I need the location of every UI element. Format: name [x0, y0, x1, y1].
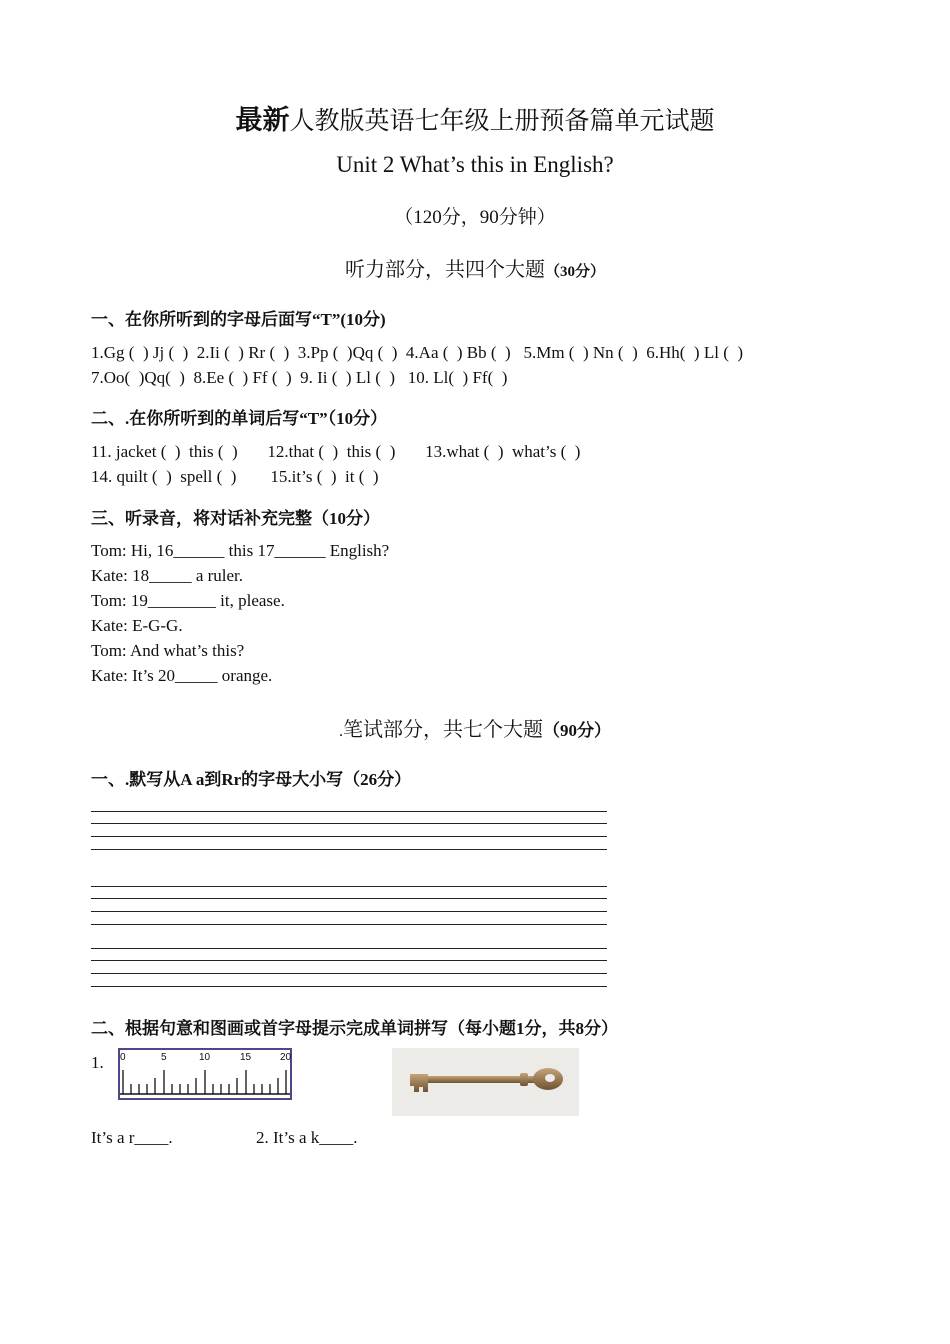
key-drawing: [392, 1048, 579, 1116]
title-rest: 人教版英语七年级上册预备篇单元试题: [289, 108, 715, 135]
title-bold: 最新: [235, 105, 290, 135]
dialogue-line: Kate: E-G-G.: [91, 616, 183, 635]
writing-line: [91, 886, 607, 887]
dialogue-line: Kate: It’s 20_____ orange.: [91, 666, 273, 685]
answer-key: 2. It’s a k____.: [256, 1128, 358, 1147]
dialogue-line: Kate: 18_____ a ruler.: [91, 566, 244, 585]
dialogue-line: Tom: And what’s this?: [91, 641, 245, 660]
written-prefix: .: [339, 723, 343, 740]
ruler-label: 0: [120, 1052, 126, 1063]
listening-q2-line2: 14. quilt ( ) spell ( ) 15.it’s ( ) it ( ): [91, 467, 379, 486]
listening-section-title: [0, 253, 950, 282]
writing-line: [91, 911, 607, 912]
listening-title: 听力部分，共四个大题: [344, 259, 545, 281]
writing-line: [91, 849, 607, 850]
listening-q1-heading: 一、在你所听到的字母后面写“T”(10分): [91, 310, 386, 329]
writing-line: [91, 986, 607, 987]
written-title: 笔试部分，共七个大题: [343, 719, 543, 741]
unit-subtitle: Unit 2 What’s this in English?: [336, 152, 614, 177]
writing-line: [91, 973, 607, 974]
score-time: （120分，90分钟）: [394, 207, 556, 228]
ruler-label: 10: [199, 1052, 211, 1063]
written-section-title: [0, 713, 950, 742]
writing-line: [91, 898, 607, 899]
answer-ruler: It’s a r____.: [91, 1128, 173, 1147]
ruler-label: 20: [280, 1052, 292, 1063]
listening-q2-line1: 11. jacket ( ) this ( ) 12.that ( ) this ( ) 13.what ( ) what’s ( ): [91, 442, 581, 461]
writing-line: [91, 811, 607, 812]
ruler-drawing: [120, 1050, 290, 1098]
ruler-image: [118, 1048, 292, 1100]
item-number: 1.: [91, 1053, 104, 1072]
listening-q1-line2: 7.Oo( )Qq( ) 8.Ee ( ) Ff ( ) 9. Ii ( ) Ll ( ) 10. Ll( ) Ff( ): [91, 368, 508, 387]
key-image: [392, 1048, 579, 1116]
ruler-label: 15: [240, 1052, 252, 1063]
page-title: [0, 98, 950, 137]
listening-points: （30分）: [544, 264, 605, 280]
writing-line: [91, 960, 607, 961]
written-q1-heading: 一、.默写从A a到Rr的字母大小写（26分）: [91, 770, 412, 789]
writing-line: [91, 823, 607, 824]
written-q2-heading: 二、根据句意和图画或首字母提示完成单词拼写（每小题1分，共8分）: [91, 1019, 618, 1038]
writing-line: [91, 836, 607, 837]
listening-q3-heading: 三、听录音，将对话补充完整（10分）: [91, 509, 380, 528]
ruler-label: 5: [161, 1052, 167, 1063]
dialogue-line: Tom: 19________ it, please.: [91, 591, 285, 610]
listening-q2-heading: 二、.在你所听到的单词后写“T”（10分）: [91, 409, 388, 428]
listening-q1-line1: 1.Gg ( ) Jj ( ) 2.Ii ( ) Rr ( ) 3.Pp ( )Qq ( ) 4.Aa ( ) Bb ( ) 5.Mm ( ) Nn ( ) 6.Hh( ) Ll ( ): [91, 343, 744, 362]
writing-line: [91, 924, 607, 925]
dialogue-line: Tom: Hi, 16______ this 17______ English?: [91, 541, 390, 560]
written-points: （90分）: [543, 721, 611, 740]
writing-line: [91, 948, 607, 949]
